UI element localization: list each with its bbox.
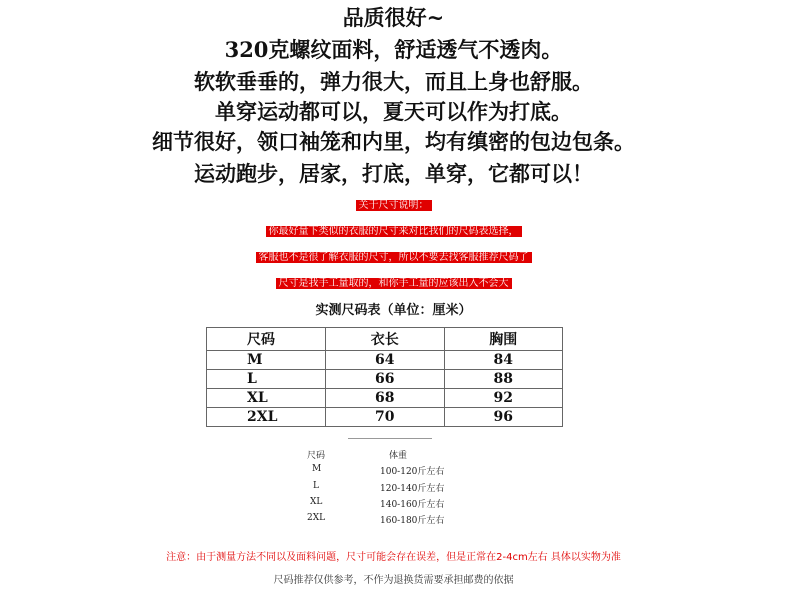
cell-chest: 84	[444, 351, 563, 370]
size-note-line-3: 尺寸是我手工量取的，和你手工量的应该出入不会大	[0, 277, 787, 290]
size-note-line-1: 你最好量下类似的衣服的尺寸来对比我们的尺码表选择，	[0, 225, 787, 238]
cell-chest: 96	[444, 408, 563, 427]
weight-header-size: 尺码	[307, 451, 326, 461]
table-row	[207, 370, 563, 389]
cell-length: 66	[326, 370, 445, 389]
header-size: 尺码	[207, 328, 326, 351]
weight-row-size: 2XL	[307, 513, 326, 523]
cell-size: M	[207, 351, 326, 370]
weight-row-size: XL	[310, 497, 323, 507]
cell-size: L	[207, 370, 326, 389]
weight-row-range: 140-160斤左右	[380, 500, 445, 510]
headline-details: 细节很好，领口袖笼和内里，均有缜密的包边包条。	[152, 129, 635, 154]
weight-row-size: M	[312, 464, 322, 474]
weight-header-weight: 体重	[389, 451, 408, 461]
weight-row-size: L	[313, 481, 319, 491]
footer-note-reference: 尺码推荐仅供参考，不作为退换货需要承担邮费的依据	[273, 575, 514, 586]
measure-table	[206, 327, 563, 427]
cell-size: XL	[207, 389, 326, 408]
headline-occasions: 运动跑步，居家，打底，单穿，它都可以！	[194, 161, 593, 186]
header-chest: 胸围	[444, 328, 563, 351]
footer-note-error: 注意：由于测量方法不同以及面料问题，尺寸可能会存在误差，但是正常在2-4cm左右 具体以实物为准	[166, 552, 621, 563]
size-note-title: 关于尺寸说明：	[0, 199, 787, 212]
headline-quality: 品质很好~	[342, 5, 445, 30]
headline-usage: 单穿运动都可以，夏天可以作为打底。	[215, 99, 572, 124]
cell-chest: 92	[444, 389, 563, 408]
weight-row-range: 100-120斤左右	[380, 467, 445, 477]
headline-stretch: 软软垂垂的，弹力很大，而且上身也舒服。	[194, 69, 593, 94]
header-length: 衣长	[326, 328, 445, 351]
headline-fabric: 320克螺纹面料，舒适透气不透肉。	[224, 37, 563, 62]
weight-row-range: 160-180斤左右	[380, 516, 445, 526]
cell-length: 68	[326, 389, 445, 408]
table-row	[207, 351, 563, 370]
cell-length: 70	[326, 408, 445, 427]
measure-table-header	[207, 328, 563, 351]
cell-chest: 88	[444, 370, 563, 389]
measure-table-title: 实测尺码表（单位：厘米）	[315, 303, 472, 318]
weight-row-range: 120-140斤左右	[380, 484, 445, 494]
table-row	[207, 408, 563, 427]
cell-size: 2XL	[207, 408, 326, 427]
size-note-line-2: 客服也不是很了解衣服的尺寸，所以不要去找客服推荐尺码了	[0, 251, 787, 264]
weight-table-divider	[348, 438, 432, 439]
table-row	[207, 389, 563, 408]
cell-length: 64	[326, 351, 445, 370]
